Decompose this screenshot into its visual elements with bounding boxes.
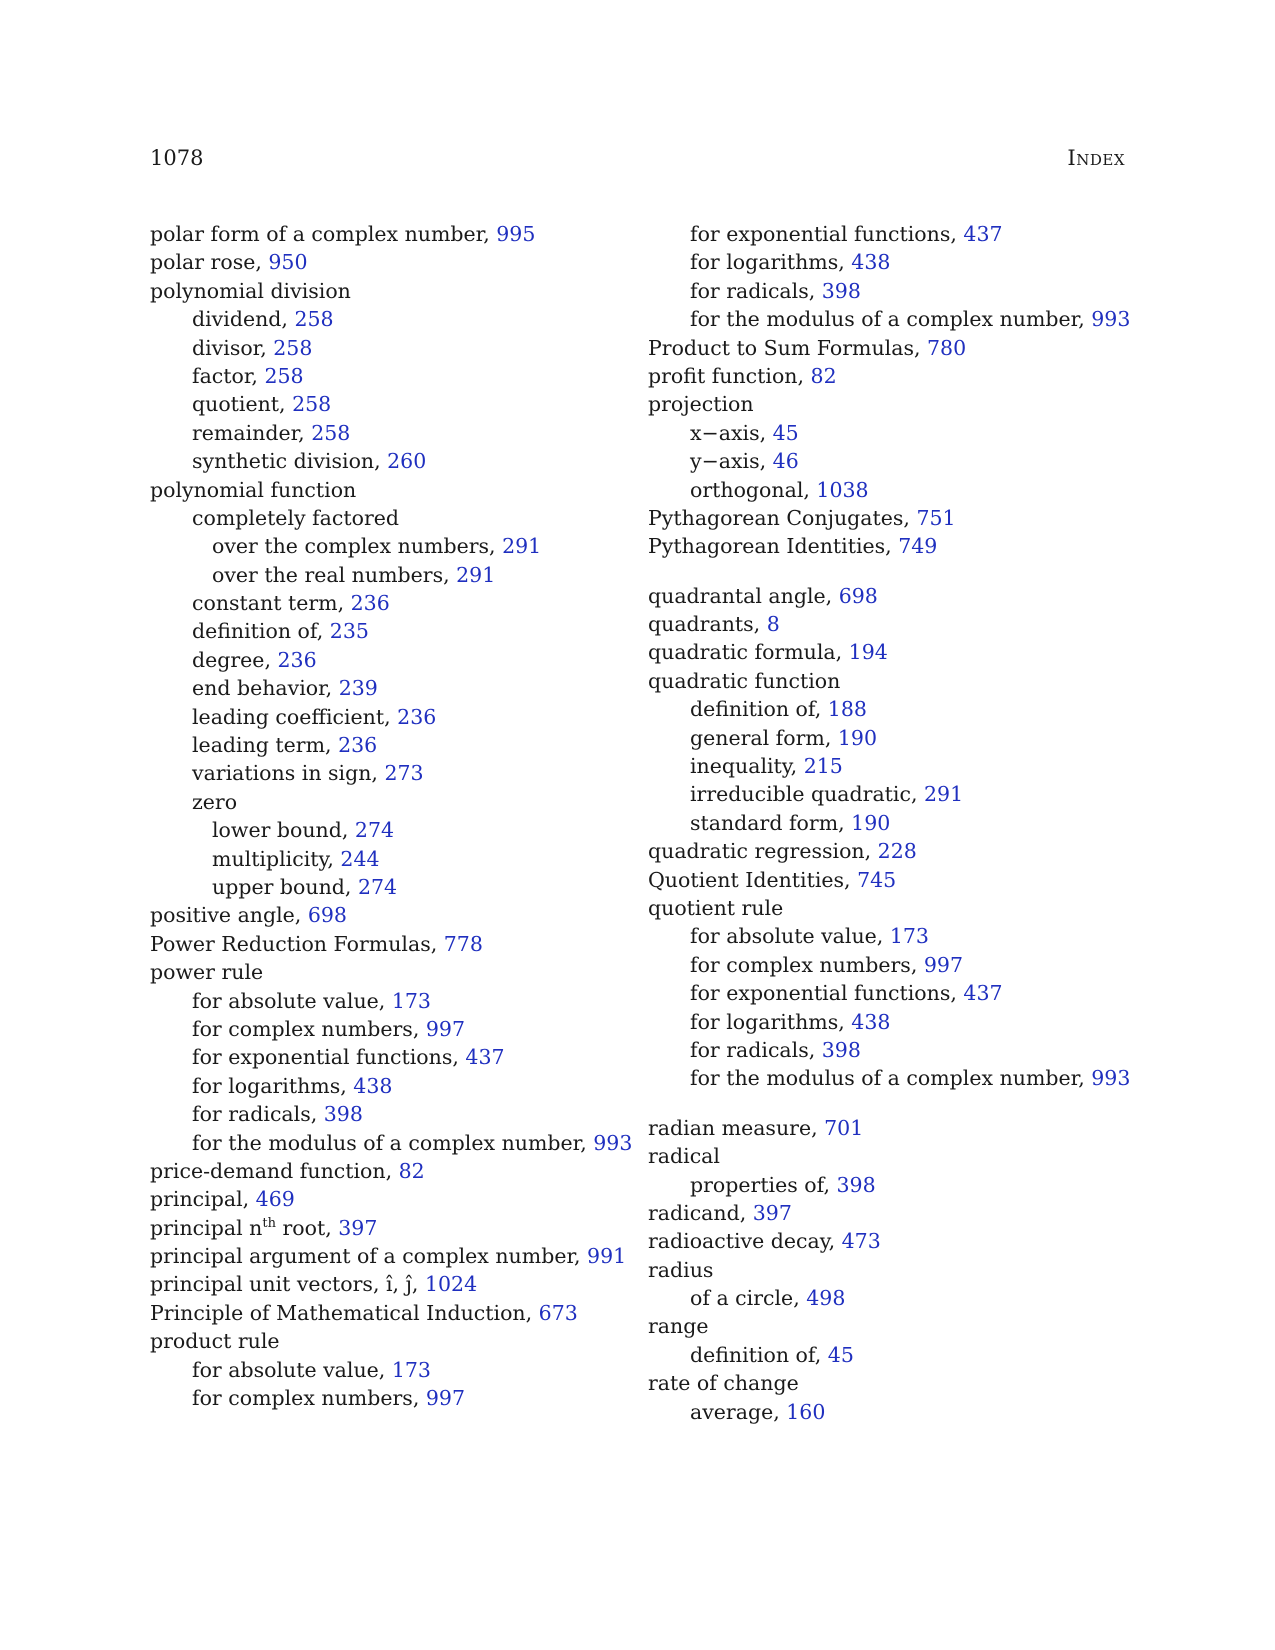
page-reference-link[interactable]: 260 [387,449,427,474]
index-entry [648,1036,1118,1064]
index-entry [150,561,620,589]
index-entry [150,504,620,532]
index-entry [150,617,620,645]
index-entry [150,1072,620,1100]
index-term: irreducible quadratic, [690,782,924,807]
index-term: for absolute value, [690,924,890,949]
index-term: quadratic function [648,668,841,693]
index-entry [150,1384,620,1412]
index-term: over the real numbers, [212,562,457,587]
page-reference-link[interactable]: 745 [857,867,897,892]
page-reference-link[interactable]: 258 [264,363,304,388]
page-reference-link[interactable]: 258 [273,335,313,360]
index-term-suffix: root, [275,1215,339,1240]
page-reference-link[interactable]: 473 [841,1229,881,1254]
index-entry [150,646,620,674]
page-reference-link[interactable]: 190 [837,725,878,750]
page-reference-link[interactable]: 258 [292,392,332,417]
index-entry [150,930,620,958]
page-reference-link[interactable]: 244 [340,846,380,871]
page-reference-link[interactable]: 438 [851,250,891,275]
index-term: of a circle, [690,1286,807,1311]
index-term: quadrants, [648,612,767,637]
index-entry [150,476,620,504]
page-reference-link[interactable]: 291 [456,562,496,587]
page-reference-link[interactable]: 236 [338,733,378,758]
index-entry [150,703,620,731]
index-term: for radicals, [690,1037,822,1062]
page-reference-link[interactable]: 397 [752,1200,792,1225]
page-reference-link[interactable]: 82 [398,1158,425,1183]
index-term: for radicals, [192,1102,324,1127]
page-reference-link[interactable]: 291 [923,782,964,807]
index-term: synthetic division, [192,449,388,474]
index-entry [150,845,620,873]
index-term: quotient rule [648,895,784,920]
index-entry [150,362,620,390]
page-reference-link[interactable]: 397 [338,1215,378,1240]
index-term: factor, [192,363,265,388]
index-term: y−axis, [690,449,773,474]
index-entry [648,1142,1118,1170]
page-reference-link[interactable]: 993 [1091,1066,1131,1091]
page-reference-link[interactable]: 46 [772,449,799,474]
index-term: degree, [192,647,278,672]
index-entry [648,390,1118,418]
page-reference-link[interactable]: 235 [329,619,369,644]
page-reference-link[interactable]: 82 [810,363,837,388]
index-term: principal, [150,1187,256,1212]
page-reference-link[interactable]: 438 [851,1009,891,1034]
page-reference-link[interactable]: 398 [836,1172,876,1197]
index-entry [648,922,1118,950]
index-term: positive angle, [150,903,308,928]
index-term: for complex numbers, [192,1386,426,1411]
page-reference-link[interactable]: 698 [838,583,878,608]
index-entry [150,1270,620,1298]
index-term: polynomial division [150,278,351,303]
index-entry [648,1341,1118,1369]
index-entry [150,1100,620,1128]
page-reference-link[interactable]: 291 [502,534,542,559]
index-term: x−axis, [690,420,773,445]
index-term: radian measure, [648,1115,825,1140]
page-reference-link[interactable]: 173 [391,1357,431,1382]
index-entry [150,1299,620,1327]
index-term: remainder, [192,420,312,445]
index-entry [648,638,1118,666]
index-term: Product to Sum Formulas, [648,335,928,360]
index-entry [648,780,1118,808]
index-term: lower bound, [212,818,355,843]
page-reference-link[interactable]: 950 [268,250,308,275]
index-term: definition of, [690,697,828,722]
page-reference-link[interactable]: 438 [353,1073,393,1098]
index-entry [648,1227,1118,1255]
page-reference-link[interactable]: 215 [803,754,843,779]
index-term: inequality, [690,754,804,779]
index-entry [648,419,1118,447]
page-reference-link[interactable]: 173 [889,924,929,949]
page-reference-link[interactable]: 437 [963,981,1003,1006]
index-term: for exponential functions, [690,981,964,1006]
index-term: polar form of a complex number, [150,222,497,246]
index-term: polynomial function [150,477,357,502]
index-term: quadrantal angle, [648,583,839,608]
page-reference-link[interactable]: 1038 [816,477,869,502]
page-reference-link[interactable]: 993 [1091,307,1131,332]
index-term: leading coefficient, [192,704,398,729]
page-reference-link[interactable]: 190 [851,810,891,835]
page-reference-link[interactable]: 778 [443,931,483,956]
index-entry [648,1256,1118,1284]
index-entry [648,248,1118,276]
index-term: principal unit vectors, ı̂, ȷ̂, [150,1272,425,1297]
index-entry [648,447,1118,475]
index-term: for logarithms, [690,250,852,275]
index-entry [150,390,620,418]
index-term: price-demand function, [150,1158,399,1183]
index-term: radius [648,1257,714,1282]
page-reference-link[interactable]: 274 [354,818,395,843]
index-term: average, [690,1399,787,1424]
page-reference-link[interactable]: 437 [963,222,1003,246]
index-entry [150,1242,627,1270]
index-term: principal argument of a complex number, [150,1244,588,1269]
page-reference-link[interactable]: 993 [593,1130,633,1155]
index-term: general form, [690,725,838,750]
index-entry [150,901,620,929]
page-reference-link[interactable]: 8 [766,612,780,637]
index-term: for the modulus of a complex number, [690,1066,1092,1091]
page-reference-link[interactable]: 398 [821,1037,861,1062]
index-entry [150,532,620,560]
index-term: rate of change [648,1371,799,1396]
index-term: Power Reduction Formulas, [150,931,444,956]
index-term: variations in sign, [192,761,385,786]
index-term: Pythagorean Conjugates, [648,505,917,530]
index-term: radioactive decay, [648,1229,842,1254]
index-entry [648,667,1118,695]
index-entry [150,987,620,1015]
page-reference-link[interactable]: 673 [538,1300,578,1325]
index-entry [150,305,620,333]
index-entry [648,837,1118,865]
index-entry [150,816,620,844]
index-term: dividend, [192,307,295,332]
index-entry [648,724,1118,752]
index-entry [648,610,1118,638]
index-term: constant term, [192,591,351,616]
index-entry [150,220,620,248]
page-reference-link[interactable]: 398 [323,1102,363,1127]
index-entry [648,476,1118,504]
index-entry [648,866,1118,894]
index-term: for logarithms, [192,1073,354,1098]
page-reference-link[interactable]: 236 [397,704,437,729]
page-reference-link[interactable]: 194 [848,640,888,665]
index-entry [150,419,620,447]
page-reference-link[interactable]: 258 [294,307,334,332]
index-entry [648,1114,1118,1142]
index-entry [648,1312,1118,1340]
index-term: range [648,1314,709,1339]
page-reference-link[interactable]: 749 [898,534,938,559]
index-term: for exponential functions, [192,1045,466,1070]
index-entry [150,248,620,276]
page-reference-link[interactable]: 398 [821,278,861,303]
index-term: Quotient Identities, [648,867,858,892]
index-term: properties of, [690,1172,837,1197]
page-reference-link[interactable]: 701 [824,1115,864,1140]
index-term: upper bound, [212,874,358,899]
index-entry [648,220,1118,248]
index-entry [648,894,1118,922]
page-reference-link[interactable]: 258 [311,420,351,445]
page-reference-link[interactable]: 995 [496,222,536,246]
running-head: Index [1067,146,1125,170]
page-reference-link[interactable]: 991 [587,1244,627,1269]
index-term: orthogonal, [690,477,817,502]
index-entry [150,788,620,816]
index-term: radical [648,1144,720,1169]
index-entry [150,1015,620,1043]
index-entry [648,1008,1118,1036]
index-term: multiplicity, [212,846,341,871]
index-entry [150,334,620,362]
page-reference-link[interactable]: 188 [827,697,867,722]
page-reference-link[interactable]: 45 [772,420,799,445]
index-term: for the modulus of a complex number, [192,1130,594,1155]
index-entry [150,1327,620,1355]
index-term: profit function, [648,363,811,388]
page-reference-link[interactable]: 698 [307,903,347,928]
index-entry [150,1157,620,1185]
page-reference-link[interactable]: 236 [350,591,390,616]
page-reference-link[interactable]: 437 [465,1045,505,1070]
index-term: quadratic formula, [648,640,849,665]
page-reference-link[interactable]: 469 [255,1187,295,1212]
index-entry [150,1185,620,1213]
index-entry [150,873,620,901]
page-reference-link[interactable]: 274 [357,874,398,899]
index-entry [648,695,1118,723]
index-term: definition of, [192,619,330,644]
index-entry [648,334,1118,362]
index-term: for radicals, [690,278,822,303]
index-entry [648,582,1118,610]
index-column-right [648,220,1131,1426]
page-reference-link[interactable]: 273 [384,761,424,786]
index-entry [648,1064,1131,1092]
index-term: leading term, [192,733,339,758]
index-entry [648,1369,1118,1397]
index-term: for absolute value, [192,1357,392,1382]
page-reference-link[interactable]: 236 [277,647,317,672]
index-entry [648,1284,1118,1312]
index-entry [648,951,1118,979]
index-entry [648,1199,1118,1227]
index-entry [648,979,1118,1007]
index-term: for logarithms, [690,1009,852,1034]
index-entry [150,277,620,305]
page-reference-link[interactable]: 45 [827,1342,854,1367]
page-reference-link[interactable]: 780 [927,335,967,360]
page-reference-link[interactable]: 239 [338,676,378,701]
index-column-left [150,220,633,1412]
index-term: principal n [150,1215,263,1240]
index-term: over the complex numbers, [212,534,503,559]
index-term: for complex numbers, [690,952,924,977]
index-term: divisor, [192,335,274,360]
index-term: Principle of Mathematical Induction, [150,1300,539,1325]
index-term: for the modulus of a complex number, [690,307,1092,332]
index-term: for exponential functions, [690,222,964,246]
index-entry [150,731,620,759]
index-entry [648,752,1118,780]
index-entry [150,759,620,787]
index-term: end behavior, [192,676,339,701]
index-entry [150,589,620,617]
index-entry [648,305,1131,333]
index-entry [150,674,620,702]
index-term: Pythagorean Identities, [648,534,899,559]
index-term: standard form, [690,810,852,835]
index-entry [150,447,620,475]
index-entry [648,1398,1118,1426]
page-reference-link[interactable]: 997 [425,1016,465,1041]
index-term: completely factored [192,505,400,530]
index-entry [648,362,1118,390]
page-reference-link[interactable]: 1024 [424,1272,478,1297]
index-term: for complex numbers, [192,1016,426,1041]
index-term: for absolute value, [192,988,392,1013]
page-reference-link[interactable]: 173 [391,988,431,1013]
page-reference-link[interactable]: 997 [425,1386,465,1411]
page-reference-link[interactable]: 751 [916,505,956,530]
index-entry [150,1043,620,1071]
index-entry [648,809,1118,837]
index-term: radicand, [648,1200,753,1225]
index-term: quotient, [192,392,293,417]
index-entry [150,958,620,986]
index-term-superscript: th [262,1215,276,1231]
index-entry [648,532,1118,560]
index-term: quadratic regression, [648,839,878,864]
page-reference-link[interactable]: 498 [806,1286,846,1311]
index-term: zero [192,789,238,814]
page-reference-link[interactable]: 997 [923,952,963,977]
page-reference-link[interactable]: 160 [786,1399,826,1424]
index-entry [150,1214,620,1242]
index-term: power rule [150,960,264,985]
index-entry [150,1129,633,1157]
index-term: definition of, [690,1342,828,1367]
index-entry [648,277,1118,305]
page-reference-link[interactable]: 228 [877,839,917,864]
index-entry [150,1356,620,1384]
index-term: projection [648,392,754,417]
index-term: product rule [150,1329,280,1354]
index-term: polar rose, [150,250,269,275]
index-entry [648,1171,1118,1199]
page-number: 1078 [150,146,204,170]
index-entry [648,504,1118,532]
